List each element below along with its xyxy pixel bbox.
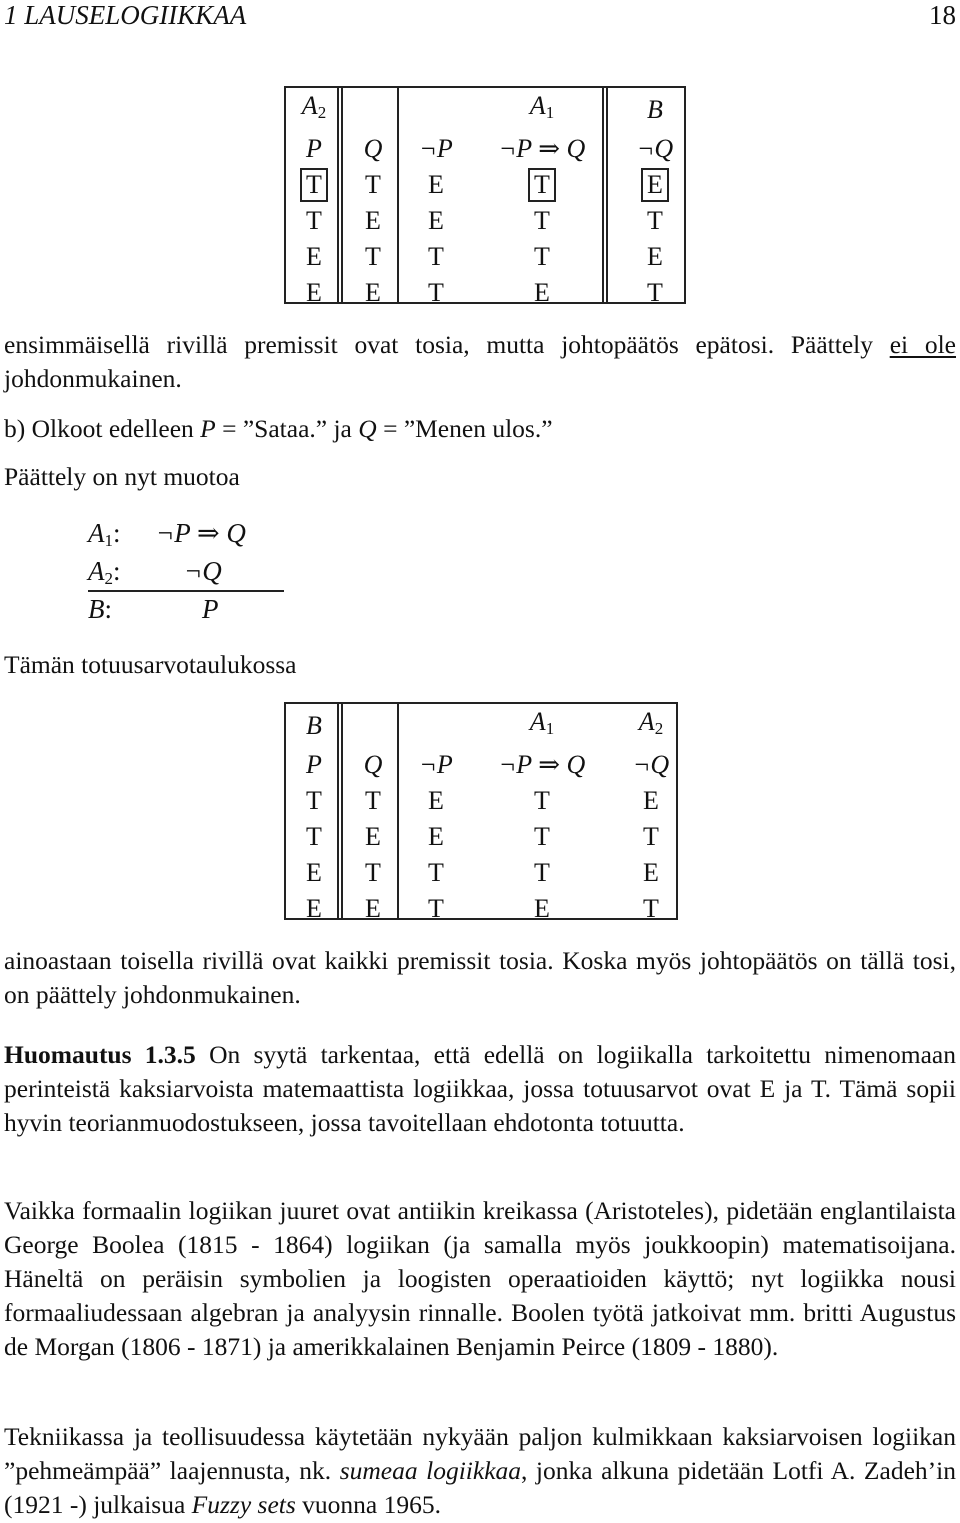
table-cell: T xyxy=(306,822,322,851)
table-cell: T xyxy=(428,894,444,923)
table-cell: E xyxy=(428,206,444,235)
table-cell: E xyxy=(306,242,322,271)
table-row xyxy=(286,891,686,927)
table-cell: T xyxy=(365,786,381,815)
table-row xyxy=(286,855,686,891)
header-cell: P xyxy=(306,750,322,779)
table-cell: T xyxy=(534,242,550,271)
table-cell: E xyxy=(428,786,444,815)
table-cell: E xyxy=(365,822,381,851)
truth-table xyxy=(286,88,694,311)
header-cell: Q xyxy=(363,750,383,779)
header-cell xyxy=(342,88,404,131)
header-cell: B xyxy=(306,710,322,740)
table-cell: T xyxy=(647,278,663,307)
header-cell: ¬Q xyxy=(636,134,674,163)
header-cell: ¬P ⇒ Q xyxy=(498,134,586,163)
header-cell: ¬P xyxy=(419,134,453,163)
table-cell: T xyxy=(365,170,381,199)
paragraph-7: Vaikka formaalin logiikan juuret ovat antiikin kreikassa (Aristoteles), pidetään englantilaista George Boolea (1815 - 1864) logiikan (ja samalla myös joukkoopin) matematisoijana. Häneltä on peräisin symbolien ja loogisten operaatioiden käyttö; nyt logiikka nousi formaaliudessaan algebran ja analyysin rinnalle. Boolen työtä jatkoivat mm. britti Augustus de Morgan (1806 - 1871) ja amerikkalainen Benjamin Peirce (1809 - 1880). xyxy=(4,1196,956,1361)
header-cell: B xyxy=(647,94,663,124)
paragraph-8: Tekniikassa ja teollisuudessa käytetään nykyään paljon kulmikkaan kaksiarvoisen logiikan ”pehmeämpää” laajennusta, nk. sumeaa logiikkaa, jonka alkuna pidetään Lotfi A. Zadeh’in (1921 -) julkaisua Fuzzy sets vuonna 1965. xyxy=(4,1422,956,1519)
table-row xyxy=(286,819,686,855)
header-cell xyxy=(404,88,468,131)
paragraph-1: ensimmäisellä rivillä premissit ovat tosia, mutta johtopäätös epätosi. Päättely ei ole johdonmukainen. xyxy=(4,330,956,393)
header-cell xyxy=(404,704,468,747)
table-cell: T xyxy=(647,206,663,235)
page-number: 18 xyxy=(929,0,956,30)
table-cell: E xyxy=(365,206,381,235)
underlined-text: ei ole xyxy=(889,330,956,359)
table-cell: T xyxy=(306,786,322,815)
header-cell: Q xyxy=(363,134,383,163)
highlighted-cell: T xyxy=(300,168,328,202)
table-cell: E xyxy=(643,858,659,887)
table-cell: E xyxy=(365,278,381,307)
table-cell: T xyxy=(534,822,550,851)
table-cell: E xyxy=(306,278,322,307)
table-cell: T xyxy=(306,206,322,235)
highlighted-cell: T xyxy=(528,168,556,202)
table-cell: T xyxy=(534,786,550,815)
publication-title: Fuzzy sets xyxy=(191,1490,296,1519)
emphasis-term: sumeaa logiikkaa xyxy=(339,1456,522,1485)
table-cell: T xyxy=(643,894,659,923)
header-cell: ¬Q xyxy=(632,750,670,779)
table-row xyxy=(286,275,694,311)
header-cell: $A_2$ xyxy=(638,707,664,738)
table-cell: E xyxy=(428,822,444,851)
header-cell: ¬P xyxy=(419,750,453,779)
header-cell: $A_1$ xyxy=(529,707,555,738)
table-cell: E xyxy=(534,894,550,923)
highlighted-cell: E xyxy=(641,168,669,202)
table-cell: T xyxy=(534,858,550,887)
table-cell: T xyxy=(428,858,444,887)
table-row xyxy=(286,167,694,203)
table-cell: E xyxy=(643,786,659,815)
table-cell: E xyxy=(365,894,381,923)
table-cell: E xyxy=(534,278,550,307)
header-cell: $A_2$ xyxy=(301,91,327,122)
chapter-title: 1 LAUSELOGIIKKAA xyxy=(4,0,247,30)
table-row xyxy=(286,239,694,275)
table-cell: T xyxy=(428,242,444,271)
table-cell: E xyxy=(428,170,444,199)
table-cell: T xyxy=(428,278,444,307)
paragraph-4: Tämän totuusarvotaulukossa xyxy=(4,650,297,679)
header-cell xyxy=(342,704,404,747)
table-cell: T xyxy=(365,242,381,271)
paragraph-2: b) Olkoot edelleen P = ”Sataa.” ja Q = ”Menen ulos.” xyxy=(4,414,553,443)
header-cell: ¬P ⇒ Q xyxy=(498,750,586,779)
table-cell: T xyxy=(643,822,659,851)
table-cell: T xyxy=(365,858,381,887)
table-cell: E xyxy=(306,858,322,887)
table-row xyxy=(286,783,686,819)
remark-label: Huomautus 1.3.5 xyxy=(4,1040,196,1069)
running-header xyxy=(4,0,956,36)
header-cell: P xyxy=(306,134,322,163)
header-cell: $A_1$ xyxy=(529,91,555,122)
truth-table xyxy=(286,704,686,927)
paragraph-3: Päättely on nyt muotoa xyxy=(4,462,240,491)
remark-paragraph: Huomautus 1.3.5 On syytä tarkentaa, että edellä on logiikalla tarkoitettu nimenomaan perinteistä kaksiarvoista matemaattista logiikkaa, jossa totuusarvot ovat E ja T. Tämä sopii hyvin teorianmuodostukseen, jossa tavoitellaan ehdotonta totuutta. xyxy=(4,1040,956,1137)
document-page: 1 LAUSELOGIIKKAA 18 $A_2$ $A_1$ B P Q ¬P ¬P ⇒ Q ¬Q T T E T E T E E T T E T T T E E E T E T ensimmäisellä rivillä premissit ovat tosia, mutta johtopäätös epätosi. Päättely ei ole johdonmukainen. b) Olkoot edelleen P = ”Sataa.” ja Q = ”Menen ulos.” Päättely on nyt muotoa $A_1$: ¬P ⇒ Q $A_2$: ¬Q B: P Tämän totuusarvotaulukossa B $A_1$ $A_2$ P Q ¬P ¬P ⇒ Q ¬Q T T E T E T E E T T E T T T E E E T E T ainoastaan toisella rivillä ovat kaikki premissit tosia. Koska myös johtopäätös on tällä tosi, on päättely johdonmukainen. Huomautus 1.3.5 On syytä tarkentaa, että edellä on logiikalla tarkoitettu nimenomaan perinteistä kaksiarvoista matemaattista logiikkaa, jossa totuusarvot ovat E ja T. Tämä sopii hyvin teorianmuodostukseen, jossa tavoitellaan ehdotonta totuutta. Vaikka formaalin logiikan juuret ovat antiikin kreikassa (Aristoteles), pidetään englantilaista George Boolea (1815 - 1864) logiikan (ja samalla myös joukkoopin) matematisoijana. Häneltä on peräisin symbolien ja loogisten operaatioiden käyttö; nyt logiikka nousi formaaliudessaan algebran ja analyysin rinnalle. Boolen työtä jatkoivat mm. britti Augustus de Morgan (1806 - 1871) ja amerikkalainen Benjamin Peirce (1809 - 1880). Tekniikassa ja teollisuudessa käytetään nykyään paljon kulmikkaan kaksiarvoisen logiikan ”pehmeämpää” laajennusta, nk. sumeaa logiikkaa, jonka alkuna pidetään Lotfi A. Zadeh’in (1921 -) julkaisua Fuzzy sets vuonna 1965. xyxy=(0,0,960,1523)
table-cell: T xyxy=(534,206,550,235)
table-cell: E xyxy=(647,242,663,271)
table-row xyxy=(286,203,694,239)
table-cell: E xyxy=(306,894,322,923)
paragraph-5: ainoastaan toisella rivillä ovat kaikki premissit tosia. Koska myös johtopäätös on tällä tosi, on päättely johdonmukainen. xyxy=(4,946,956,1009)
inference-line xyxy=(88,590,284,592)
